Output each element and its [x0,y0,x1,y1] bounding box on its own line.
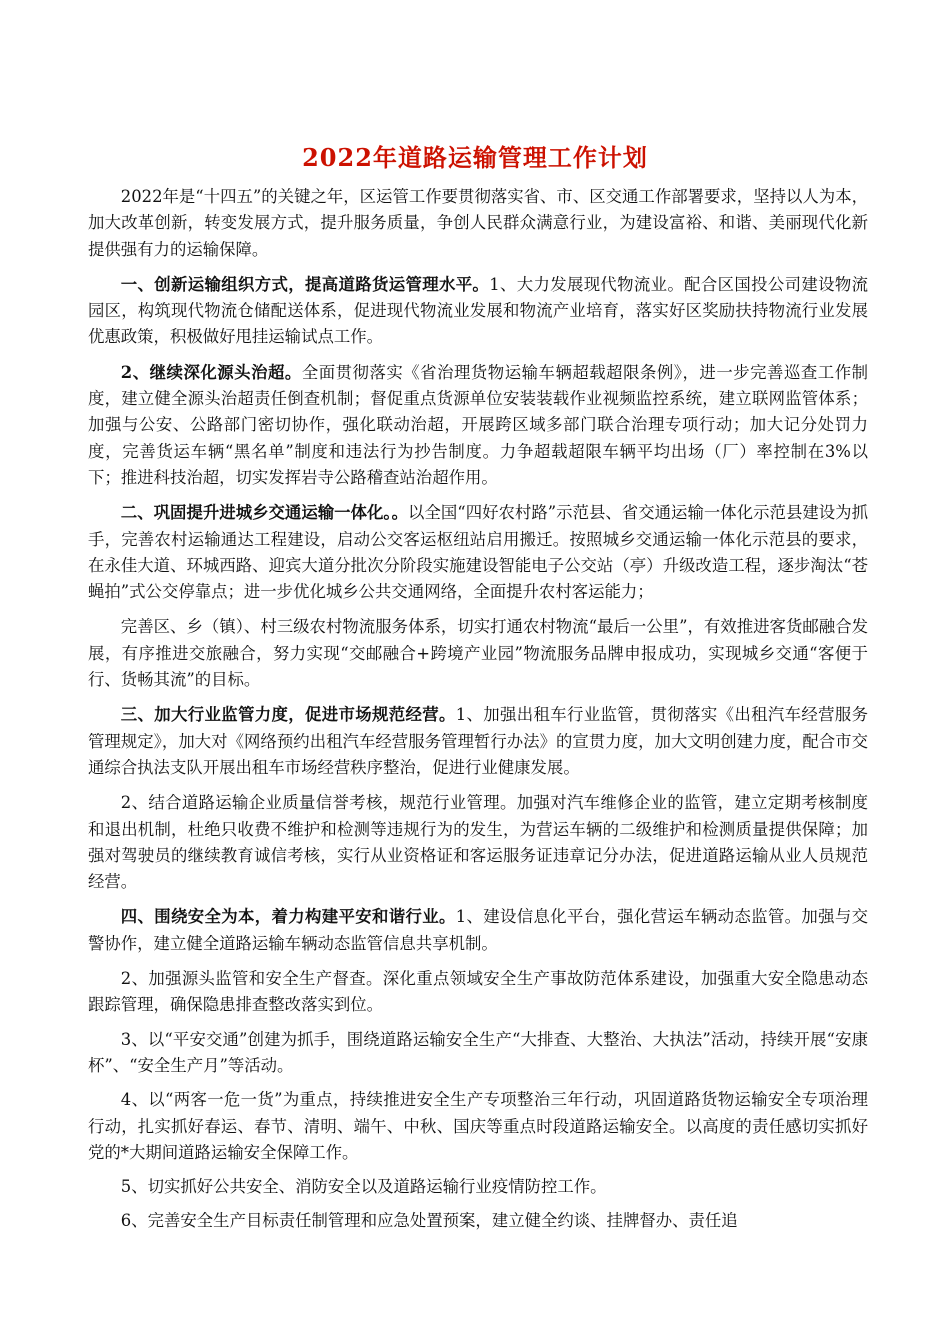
document-body [88,184,868,1243]
paragraph-lead: 二、巩固提升进城乡交通运输一体化。。 [120,503,409,523]
paragraph-text: 6、完善安全生产目标责任制管理和应急处置预案，建立健全约谈、挂牌督办、责任追 [120,1211,738,1231]
document-title: 2022年道路运输管理工作计划 [302,143,648,172]
paragraph-text: 2022年是“十四五”的关键之年，区运管工作要贯彻落实省、市、区交通工作部署要求，坚持以人为本，加大改革创新，转变发展方式，提升服务质量，争创人民群众满意行业，为建设富裕、和谐、美丽现代化新提供强有力的运输保障。 [88,187,868,259]
paragraph-text: 1、大力发展现代物流业。配合区国投公司建设物流园区，构筑现代物流仓储配送体系，促进现代物流业发展和物流产业培育，落实好区奖励扶持物流行业发展优惠政策，积极做好甩挂运输试点工作。 [88,274,868,347]
paragraph-public-safety [88,1174,868,1200]
paragraph-text: 2、加强源头监管和安全生产督查。深化重点领域安全生产事故防范体系建设，加强重大安全隐患动态跟踪管理，确保隐患排查整改落实到位。 [88,969,868,1015]
paragraph-section-1 [88,272,868,351]
paragraph-safety-supervision [88,966,868,1019]
paragraph-source-overload [88,360,868,491]
paragraph-intro [88,184,868,263]
paragraph-text: 1、加强出租车行业监管，贯彻落实《出租汽车经营服务管理规定》，加大对《网络预约出租汽车经营服务管理暂行办法》的宣贯力度，加大文明创建力度，配合市交通综合执法支队开展出租车市场经营秩序整治，促进行业健康发展。 [88,705,869,777]
paragraph-lead: 四、围绕安全为本，着力构建平安和谐行业。 [120,907,456,927]
paragraph-section-4 [88,904,868,957]
paragraph-lead: 2、继续深化源头治超。 [120,362,302,382]
paragraph-rural-logistics [88,614,868,693]
paragraph-text: 1、建设信息化平台，强化营运车辆动态监管。加强与交警协作，建立健全道路运输车辆动态监管信息共享机制。 [88,907,869,953]
paragraph-key-periods [88,1087,868,1166]
paragraph-text: 5、切实抓好公共安全、消防安全以及道路运输行业疫情防控工作。 [120,1177,607,1197]
paragraph-text: 4、以“两客一危一货”为重点，持续推进安全生产专项整治三年行动，巩固道路货物运输安全专项治理行动，扎实抓好春运、春节、清明、端午、中秋、国庆等重点时段道路运输安全。以高度的责任感切实抓好党的*大期间道路运输安全保障工作。 [88,1090,868,1162]
paragraph-section-3 [88,702,868,781]
paragraph-text: 2、结合道路运输企业质量信誉考核，规范行业管理。加强对汽车维修企业的监管，建立定期考核制度和退出机制，杜绝只收费不维护和检测等违规行为的发生，为营运车辆的二级维护和检测质量提供保障；加强对驾驶员的继续教育诚信考核，实行从业资格证和客运服务证违章记分办法，促进道路运输从业人员规范经营。 [88,793,868,892]
paragraph-text: 以全国“四好农村路”示范县、省交通运输一体化示范县建设为抓手，完善农村运输通达工程建设，启动公交客运枢纽站启用搬迁。按照城乡交通运输一体化示范县的要求，在永佳大道、环城西路、迎宾大道分批次分阶段实施建设智能电子公交站（亭）升级改造工程，逐步淘汰“苍蝇拍”式公交停靠点；进一步优化城乡公共交通网络，全面提升农村客运能力； [88,503,868,602]
paragraph-text: 全面贯彻落实《省治理货物运输车辆超载超限条例》，进一步完善巡查工作制度，建立健全源头治超责任倒查机制；督促重点货源单位安装装载作业视频监控系统，建立联网监管体系；加强与公安、公路部门密切协作，强化联动治超，开展跨区域多部门联合治理专项行动；加大记分处罚力度，完善货运车辆“黑名单”制度和违法行为抄告制度。力争超载超限车辆平均出场（厂）率控制在3%以下；推进科技治超，切实发挥岩寺公路稽查站治超作用。 [88,362,868,487]
paragraph-quality-credit [88,790,868,895]
paragraph-text: 完善区、乡（镇）、村三级农村物流服务体系，切实打通农村物流“最后一公里”，有效推进客货邮融合发展，有序推进交旅融合，努力实现“交邮融合+跨境产业园”物流服务品牌申报成功，实现城乡交通“客便于行、货畅其流”的目标。 [88,617,868,690]
paragraph-lead: 三、加大行业监管力度，促进市场规范经营。 [120,705,456,725]
paragraph-responsibility-system [88,1208,868,1234]
paragraph-safe-transport [88,1027,868,1080]
paragraph-section-2 [88,500,868,605]
paragraph-text: 3、以“平安交通”创建为抓手，围绕道路运输安全生产“大排查、大整治、大执法”活动，持续开展“安康杯”、“安全生产月”等活动。 [88,1029,868,1075]
paragraph-lead: 一、创新运输组织方式，提高道路货运管理水平。 [120,274,490,294]
